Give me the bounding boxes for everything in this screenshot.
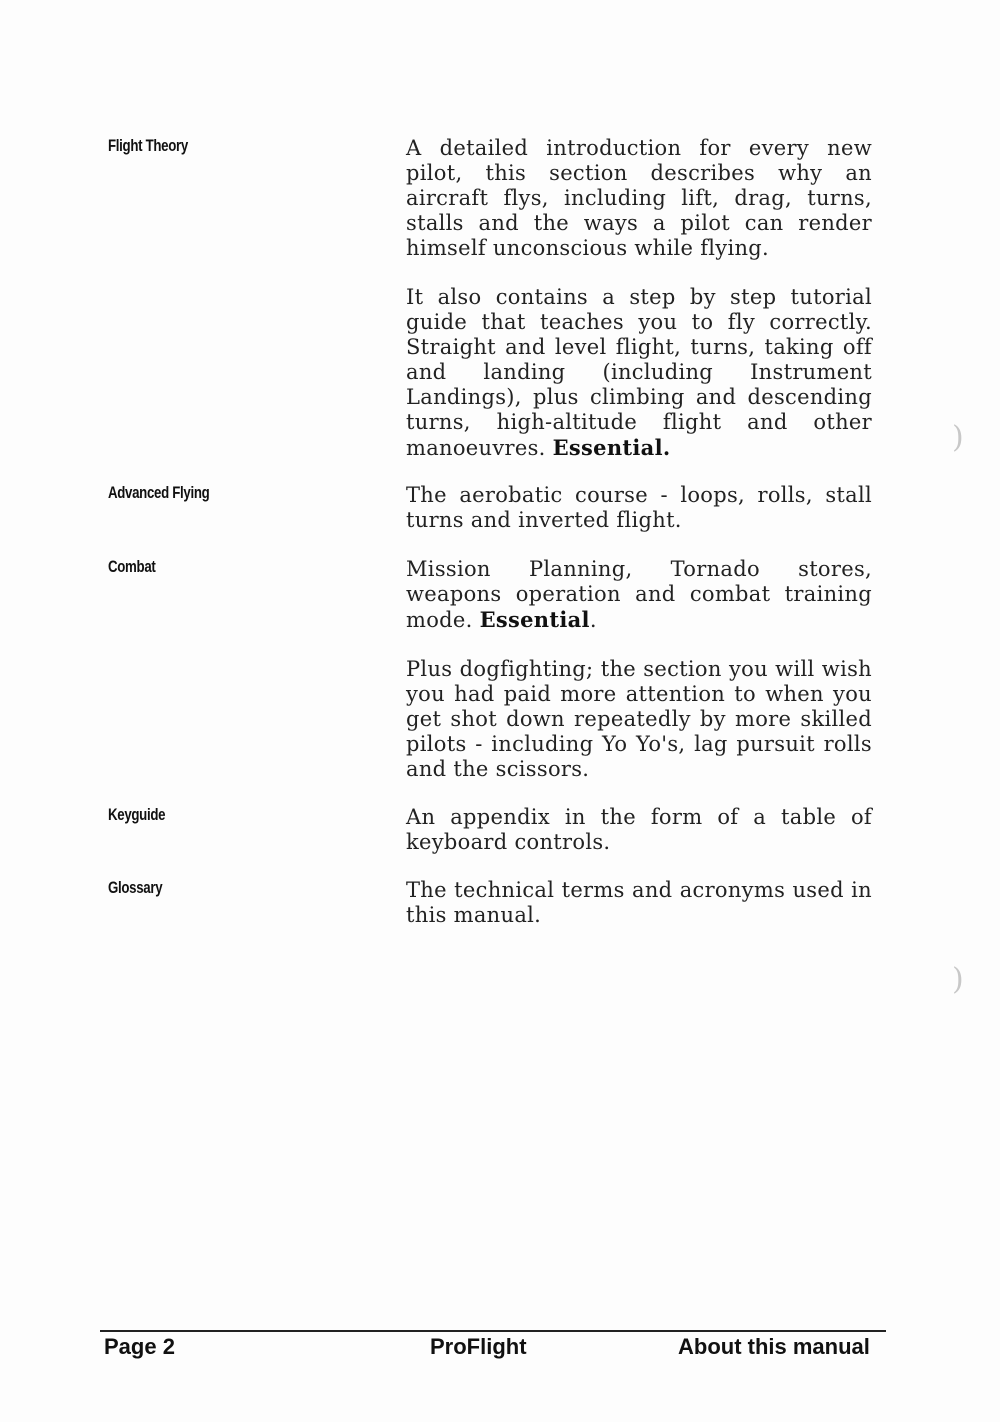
section-paragraph bbox=[406, 136, 872, 261]
section-heading: Advanced Flying bbox=[108, 483, 210, 502]
section-body bbox=[406, 805, 872, 879]
section-paragraph bbox=[406, 805, 872, 855]
paragraph-text: It also contains a step by step tutorial guide that teaches you to fly correctly. Straight and level flight, turns, taking off and landing (including Instrument Landings), plus climbing and descending turns, high-altitude flight and other manoeuvres. bbox=[406, 285, 872, 460]
section-paragraph bbox=[406, 878, 872, 928]
section-body bbox=[406, 136, 872, 485]
section-paragraph bbox=[406, 483, 872, 533]
emphasis-text: Essential bbox=[552, 435, 663, 460]
emphasis-punctuation: . bbox=[589, 608, 597, 632]
emphasis-text: Essential bbox=[479, 607, 590, 632]
section-body bbox=[406, 483, 872, 557]
paragraph-text: The aerobatic course - loops, rolls, stall turns and inverted flight. bbox=[406, 483, 872, 532]
paragraph-text: Plus dogfighting; the section you will wish you had paid more attention to when you get shot down repeatedly by more skilled pilots - including Yo Yo's, lag pursuit rolls and the scissors. bbox=[406, 657, 872, 781]
paragraph-text: The technical terms and acronyms used in this manual. bbox=[406, 878, 872, 927]
section-paragraph bbox=[406, 657, 872, 782]
footer-page-number: Page 2 bbox=[104, 1334, 175, 1359]
section-heading: Glossary bbox=[108, 878, 163, 897]
paragraph-text: An appendix in the form of a table of keyboard controls. bbox=[406, 805, 872, 854]
section-paragraph bbox=[406, 557, 872, 633]
footer-divider bbox=[100, 1330, 886, 1332]
footer-chapter: About this manual bbox=[678, 1334, 870, 1359]
section-body bbox=[406, 557, 872, 806]
section-heading: Flight Theory bbox=[108, 136, 188, 155]
footer-title: ProFlight bbox=[430, 1334, 527, 1359]
section-body bbox=[406, 878, 872, 952]
binding-mark-icon: ) bbox=[952, 962, 964, 997]
section-paragraph bbox=[406, 285, 872, 461]
binding-mark-icon: ) bbox=[952, 420, 964, 455]
section-heading: Keyguide bbox=[108, 805, 166, 824]
paragraph-text: A detailed introduction for every new pilot, this section describes why an aircraft flys, including lift, drag, turns, stalls and the ways a pilot can render himself unconscious while flying. bbox=[406, 136, 872, 260]
emphasis-punctuation: . bbox=[662, 435, 671, 460]
section-heading: Combat bbox=[108, 557, 156, 576]
paragraph-text: Mission Planning, Tornado stores, weapons operation and combat training mode. bbox=[406, 557, 872, 632]
